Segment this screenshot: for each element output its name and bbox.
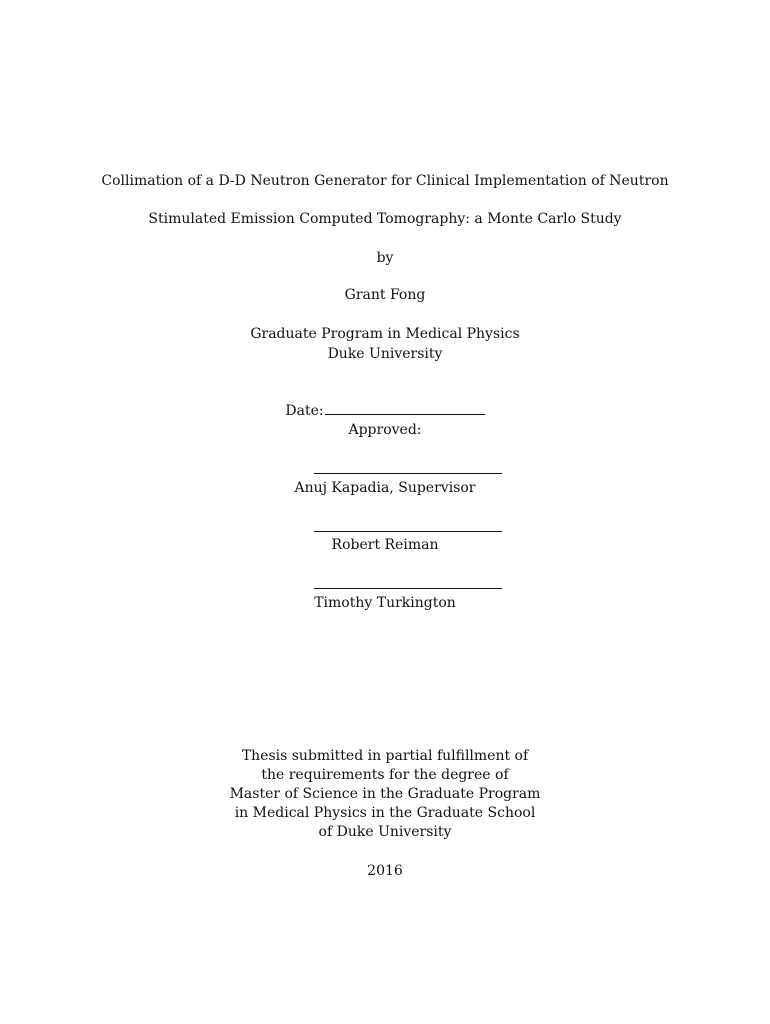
statement-line-2: the requirements for the degree of [261, 767, 509, 783]
approved-label: Approved: [348, 422, 422, 438]
date-field [0, 402, 770, 420]
statement-line-5: of Duke University [318, 824, 452, 840]
author-name: Grant Fong [344, 287, 426, 303]
signature-line-2 [314, 531, 502, 532]
signature-line-3 [314, 588, 502, 589]
approver-name-3: Timothy Turkington [314, 595, 456, 611]
statement-line-3: Master of Science in the Graduate Program [229, 786, 541, 802]
date-label: Date: [285, 403, 324, 419]
by-label: by [376, 250, 394, 266]
year: 2016 [367, 863, 403, 879]
date-blank-line [325, 402, 485, 415]
statement-line-4: in Medical Physics in the Graduate School [234, 805, 536, 821]
approver-name-1: Anuj Kapadia, Supervisor [294, 480, 476, 496]
statement-line-1: Thesis submitted in partial fulfillment of [241, 748, 529, 764]
thesis-title-line-2: Stimulated Emission Computed Tomography: a Monte Carlo Study [148, 211, 622, 227]
university-name: Duke University [327, 346, 443, 362]
approver-name-2: Robert Reiman [331, 537, 439, 553]
thesis-title-line-1: Collimation of a D-D Neutron Generator for Clinical Implementation of Neutron [101, 173, 669, 189]
program-name: Graduate Program in Medical Physics [250, 326, 520, 342]
signature-line-1 [314, 473, 502, 474]
